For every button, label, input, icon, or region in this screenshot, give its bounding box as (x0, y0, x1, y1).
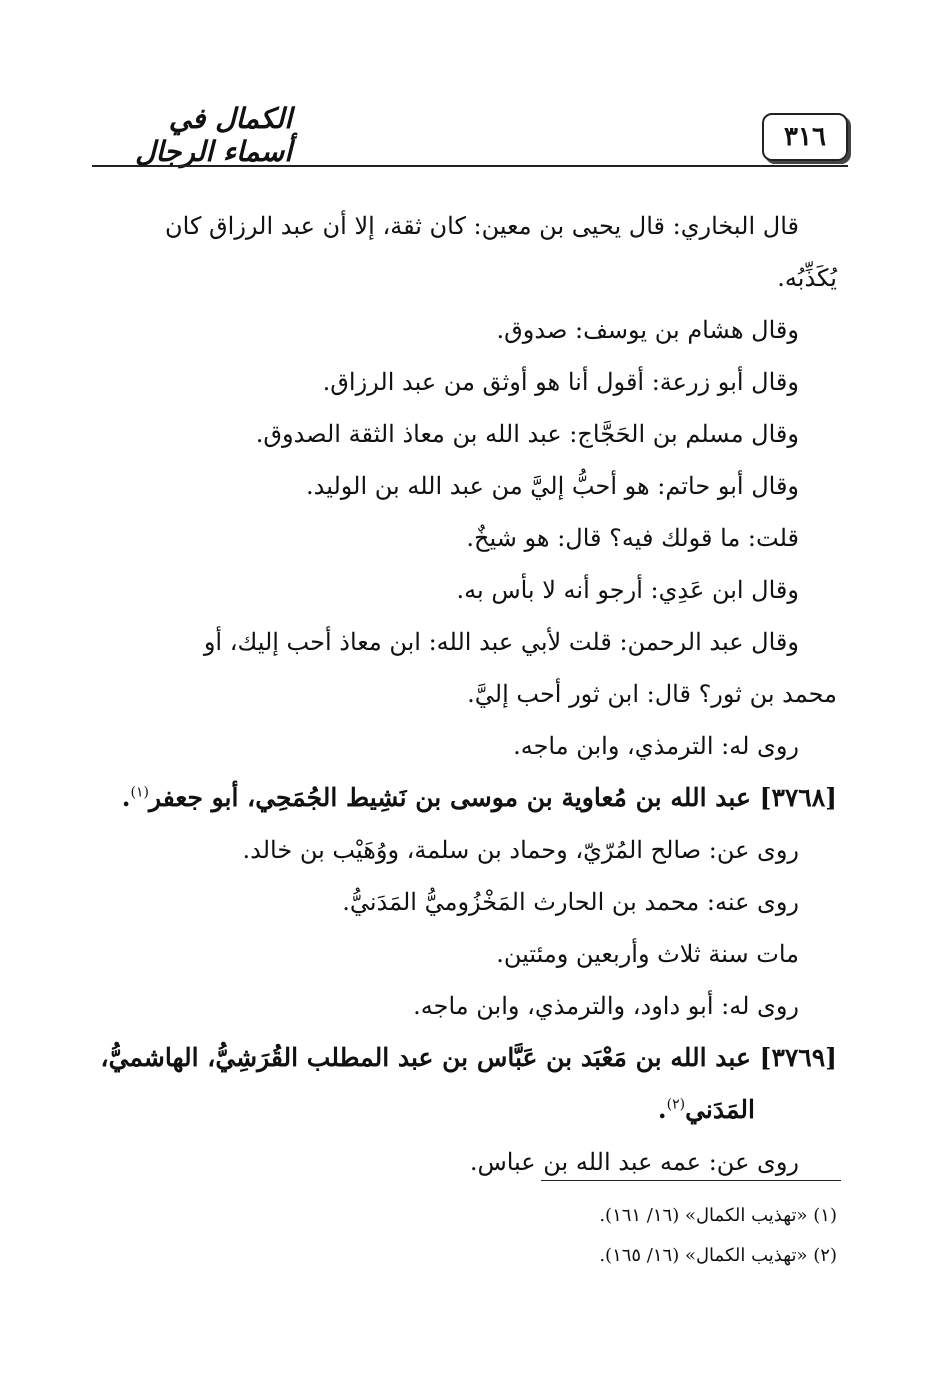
footnote-ref: (١) (130, 784, 149, 801)
paragraph-hisham: وقال هشام بن يوسف: صدوق. (496, 316, 799, 344)
entry-title: عبد الله بن مَعْبَد بن عَبَّاس بن عبد المطلب القُرَشِيُّ، الهاشميُّ، (100, 1043, 751, 1072)
entry-heading-3768 (100, 772, 837, 824)
paragraph-rawa-anhu: روى عنه: محمد بن الحارث المَخْزُوميُّ المَدَنيُّ. (342, 888, 799, 916)
header-rule (92, 165, 848, 167)
text-line: قال البخاري: قال يحيى بن معين: كان ثقة، إلا أن عبد الرزاق كان (165, 212, 799, 240)
entry-heading-3769-cont (100, 1084, 837, 1136)
paragraph-bukhari (100, 200, 837, 252)
paragraph-question: قلت: ما قولك فيه؟ قال: هو شيخٌ. (466, 524, 799, 552)
entry-end: . (121, 783, 131, 812)
text-line: يُكَذِّبُه. (777, 264, 837, 292)
entry-end: . (657, 1095, 667, 1124)
paragraph-rawa-lahu: روى له: الترمذي، وابن ماجه. (513, 732, 799, 760)
paragraph-abu-hatim: وقال أبو حاتم: هو أحبُّ إليَّ من عبد الله بن الوليد. (305, 472, 799, 500)
paragraph-abdurrahman: وقال عبد الرحمن: قلت لأبي عبد الله: ابن معاذ أحب إليك، أو (203, 628, 799, 656)
page-header (92, 102, 848, 168)
footnote-rule (541, 1180, 841, 1181)
footnote-2: (٢) «تهذيب الكمال» (١٦/ ١٦٥). (599, 1245, 837, 1266)
page-number: ٣١٦ (762, 113, 848, 161)
entry-title: عبد الله بن مُعاوية بن موسى بن نَشِيط الجُمَحِي، أبو جعفر (148, 783, 751, 812)
entry-title-cont: المَدَني (685, 1095, 755, 1124)
footnote-ref: (٢) (666, 1096, 686, 1113)
body-text (100, 200, 837, 1188)
entry-number: [٣٧٦٩] (759, 1043, 837, 1072)
entry-number: [٣٧٦٨] (759, 783, 837, 812)
paragraph-rawa-lahu-2: روى له: أبو داود، والترمذي، وابن ماجه. (413, 992, 799, 1020)
entry-heading-3769 (100, 1032, 837, 1084)
paragraph-ibn-adi: وقال ابن عَدِي: أرجو أنه لا بأس به. (456, 576, 799, 604)
book-title: الكمال في أسماء الرجال (135, 102, 292, 168)
paragraph-muslim: وقال مسلم بن الحَجَّاج: عبد الله بن معاذ الثقة الصدوق. (255, 420, 799, 448)
footnote-1: (١) «تهذيب الكمال» (١٦/ ١٦١). (599, 1205, 837, 1226)
paragraph-abdurrahman-cont: محمد بن ثور؟ قال: ابن ثور أحب إليَّ. (467, 680, 837, 708)
paragraph-bukhari-cont (100, 252, 837, 304)
paragraph-rawa-an: روى عن: صالح المُرّيّ، وحماد بن سلمة، ووُهَيْب بن خالد. (242, 836, 799, 864)
paragraph-abu-zura: وقال أبو زرعة: أقول أنا هو أوثق من عبد الرزاق. (322, 368, 799, 396)
paragraph-rawa-an-2: روى عن: عمه عبد الله بن عباس. (469, 1148, 799, 1176)
paragraph-death: مات سنة ثلاث وأربعين ومئتين. (496, 940, 799, 968)
footnotes (100, 1196, 837, 1276)
